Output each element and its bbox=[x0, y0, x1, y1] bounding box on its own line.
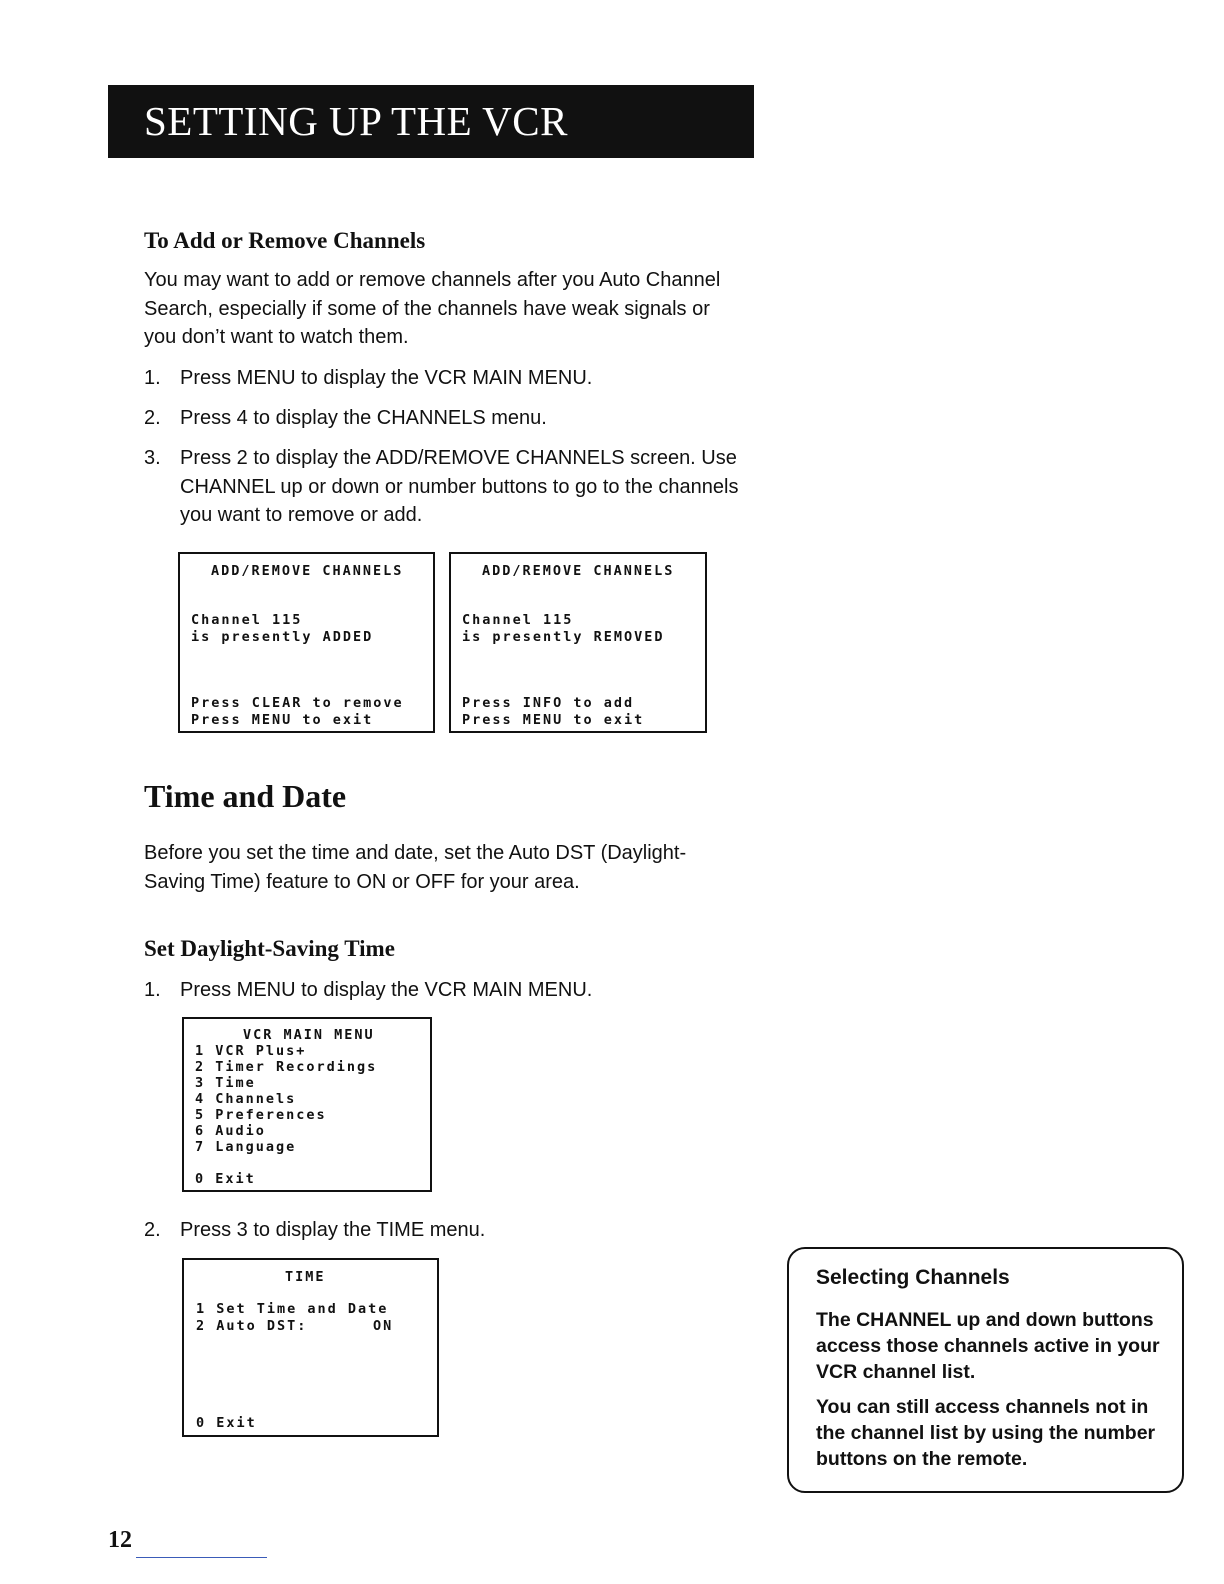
screen-channel-added bbox=[178, 552, 435, 733]
screen-time-menu bbox=[182, 1258, 439, 1437]
screen-line: is presently REMOVED bbox=[462, 629, 665, 645]
auto-dst-value: ON bbox=[373, 1318, 394, 1334]
menu-item: 1 VCR Plus+ bbox=[195, 1043, 307, 1059]
selecting-channels-note bbox=[787, 1247, 1184, 1493]
screen-line: is presently ADDED bbox=[191, 629, 374, 645]
page-number: 12 bbox=[108, 1527, 132, 1553]
note-paragraph-2: You can still access channels not in the channel list by using the number buttons on the remote. bbox=[816, 1396, 1156, 1470]
step-number: 3. bbox=[144, 447, 161, 469]
menu-item: 1 Set Time and Date bbox=[196, 1301, 389, 1317]
step-number: 2. bbox=[144, 1219, 161, 1241]
menu-item: 7 Language bbox=[195, 1139, 297, 1155]
screen-line: Channel 115 bbox=[462, 612, 574, 628]
step-text: Press MENU to display the VCR MAIN MENU. bbox=[180, 979, 593, 1001]
step-text: Press 2 to display the ADD/REMOVE CHANNELS screen. Use CHANNEL up or down or number buttons to go to the channels you want to remove or add. bbox=[180, 447, 739, 526]
step-text: Press 4 to display the CHANNELS menu. bbox=[180, 407, 547, 429]
menu-exit: 0 Exit bbox=[195, 1171, 256, 1187]
step-text: Press 3 to display the TIME menu. bbox=[180, 1219, 486, 1241]
menu-exit: 0 Exit bbox=[196, 1415, 257, 1431]
section-banner bbox=[108, 85, 754, 158]
menu-item: 6 Audio bbox=[195, 1123, 266, 1139]
screen-line: Press CLEAR to remove bbox=[191, 695, 404, 711]
step-number: 1. bbox=[144, 979, 161, 1001]
screen-line: Press INFO to add bbox=[462, 695, 635, 711]
screen-title: TIME bbox=[285, 1269, 326, 1285]
add-remove-intro: You may want to add or remove channels after you Auto Channel Search, especially if some of the channels have weak signals or you don’t want to watch them. bbox=[144, 269, 721, 348]
screen-title: VCR MAIN MENU bbox=[243, 1027, 375, 1043]
menu-item: 2 Timer Recordings bbox=[195, 1059, 378, 1075]
note-title: Selecting Channels bbox=[816, 1266, 1010, 1289]
footer-rule bbox=[136, 1557, 267, 1558]
menu-item: 5 Preferences bbox=[195, 1107, 327, 1123]
screen-line: Press MENU to exit bbox=[191, 712, 374, 728]
screen-line: Press MENU to exit bbox=[462, 712, 645, 728]
screen-vcr-main-menu bbox=[182, 1017, 432, 1192]
menu-item: 2 Auto DST: bbox=[196, 1318, 308, 1334]
menu-item: 4 Channels bbox=[195, 1091, 297, 1107]
time-date-intro: Before you set the time and date, set the Auto DST (Daylight-Saving Time) feature to ON or OFF for your area. bbox=[144, 842, 687, 893]
time-date-heading: Time and Date bbox=[144, 778, 347, 814]
screen-title: ADD/REMOVE CHANNELS bbox=[482, 563, 675, 579]
screen-line: Channel 115 bbox=[191, 612, 303, 628]
note-paragraph-1: The CHANNEL up and down buttons access those channels active in your VCR channel list. bbox=[816, 1309, 1160, 1383]
step-text: Press MENU to display the VCR MAIN MENU. bbox=[180, 367, 593, 389]
dst-heading: Set Daylight-Saving Time bbox=[144, 936, 395, 961]
step-number: 2. bbox=[144, 407, 161, 429]
screen-title: ADD/REMOVE CHANNELS bbox=[211, 563, 404, 579]
step-number: 1. bbox=[144, 367, 161, 389]
screen-channel-removed bbox=[449, 552, 707, 733]
add-remove-heading: To Add or Remove Channels bbox=[144, 228, 426, 253]
section-title: SETTING UP THE VCR bbox=[144, 98, 568, 144]
menu-item: 3 Time bbox=[195, 1075, 256, 1091]
